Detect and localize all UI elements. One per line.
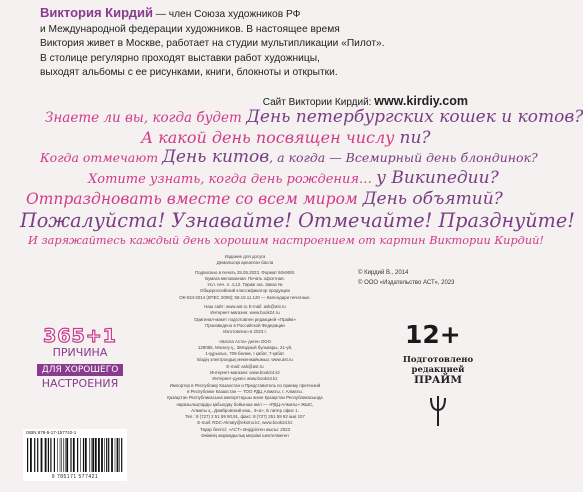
imprint-line: E-mail: RDC-Almaty@eksmo.kz, www.book24.kz (197, 420, 293, 426)
barcode-bar (91, 438, 92, 472)
question-4-highlight: у Википедии? (376, 168, 499, 188)
barcode-bar (85, 438, 87, 472)
imprint-line: Подписано в печать 25.05.2023. Формат 60x90/8. (194, 269, 296, 275)
imprint-line: Тауар белгісі: «АСТ» Өндірілген жылы: 2023 (199, 426, 291, 432)
imprint-line: Тел.: 8 (727) 2 51 59 90,91, факс: 8 (727) 251 59 92 ішкі 107 (185, 414, 305, 420)
barcode (23, 429, 127, 481)
barcode-bar (92, 438, 94, 472)
question-3 (40, 147, 538, 167)
artist-bio (40, 6, 480, 81)
barcode-bar (66, 438, 68, 472)
copyright-author: © Кирдий В., 2014 (358, 270, 409, 276)
question-3-c: , а когда — Всемирный день блондинок? (269, 150, 538, 165)
bio-line-3: Виктория живет в Москве, работает на студии мультипликации «Пилот». (40, 38, 385, 50)
barcode-bar (121, 438, 122, 472)
series-logo-number (30, 325, 130, 347)
barcode-bar (117, 438, 119, 472)
artist-website (263, 94, 468, 108)
series-logo-ribbon: ДЛЯ ХОРОШЕГО (37, 364, 124, 376)
imprint-line: 129085, Мәскеу қ., Звёздный бульвары, 21-үй, (197, 344, 293, 350)
imprint-line: Издание для досуга (224, 254, 266, 259)
barcode-bar (73, 438, 75, 472)
barcode-bar (61, 438, 62, 472)
barcode-bar (63, 438, 64, 472)
barcode-bar (34, 438, 35, 472)
barcode-bar (57, 438, 58, 472)
barcode-bar (70, 438, 71, 472)
barcode-bar (30, 438, 32, 472)
bio-line-1 (40, 6, 480, 23)
imprint-line: Алматы қ., Домбровский көш., 3«а», Б литер офис 1. (191, 407, 299, 413)
bio-line-2: и Международной федерации художников. В настоящее время (40, 23, 340, 35)
barcode-bar (101, 438, 103, 472)
question-2-b: какой день посвящен числу (158, 128, 400, 147)
barcode-bar (108, 438, 109, 472)
imprint-line: «Баспа Аста» деген ООО (218, 338, 272, 344)
barcode-bar (50, 438, 51, 472)
prime-psi-logo-icon (428, 394, 448, 428)
imprint-line: Общероссийский классификатор продукции (200, 288, 290, 294)
series-logo (30, 325, 130, 390)
imprint-line: E-mail: ask@ast.ru (226, 363, 264, 369)
bio-line-4: В столице регулярно проходят выставки работ художницы, (40, 52, 320, 64)
barcode-bar (80, 438, 81, 472)
barcode-bar (37, 438, 38, 472)
barcode-bar (106, 438, 107, 472)
question-2-a: А (141, 128, 159, 147)
imprint-line: Интернет-магазин: www.book24.kz (210, 370, 280, 376)
prepared-line-3: ПРАЙМ (414, 374, 462, 386)
website-label: Сайт Виктории Кирдий: (262, 97, 375, 108)
question-4-a: Хотите узнать, когда день рождения… (88, 172, 377, 187)
barcode-bar (98, 438, 100, 472)
copyright-block (358, 268, 454, 288)
question-2-highlight: пи? (399, 128, 431, 148)
question-4 (88, 168, 499, 188)
prepared-by (393, 355, 483, 385)
imprint-line: Бумага мелованная. Печать офсетная. (205, 275, 285, 281)
barcode-bar (54, 438, 55, 472)
imprint-line: Демалысқа арналған басла (216, 260, 274, 266)
barcode-bar (89, 438, 90, 472)
imprint-line: Изготовлено в 2023 г. (223, 329, 267, 335)
imprint-line: Қазақстан Республикасына импорттаушы және Қазақстан Республикасында (167, 395, 323, 401)
series-logo-word-1: ПРИЧИНА (52, 346, 108, 359)
imprint-block (135, 254, 355, 439)
question-5-highlight: День объятий? (362, 189, 503, 209)
closing-line: И заряжайтесь каждый день хорошим настроением от картин Виктории Кирдий! (28, 234, 544, 247)
question-2 (141, 128, 431, 148)
barcode-bar (65, 438, 66, 472)
barcode-bar (45, 438, 47, 472)
imprint-line: 1-құрылыс, 705-бөлме, I қабат, 7-қабат. (205, 351, 285, 357)
imprint-line: Импортер в Республику Казахстан и Представитель по приему претензий (169, 382, 321, 388)
prepared-line-1: Подготовлено (402, 355, 474, 365)
barcode-digits: 9 785171 577421 (51, 474, 99, 480)
question-3-highlight: День китов (162, 147, 270, 167)
series-logo-word-3: НАСТРОЕНИЯ (41, 377, 119, 390)
question-5 (26, 189, 503, 209)
barcode-bar (95, 438, 97, 472)
age-rating-badge: 12+ (405, 320, 461, 349)
imprint-line: ОК-034-2014 (КПЕС 2008); 58.19.11.120 — Календари печатные. (179, 294, 311, 300)
imprint-line: в Республике Казахстан — ТОО РДЦ Алматы, г. Алматы. (187, 388, 303, 394)
barcode-bar (27, 438, 28, 472)
imprint-line: Оригинал-макет подготовлен редакцией «Прайм» (194, 316, 296, 322)
imprint-line: Біздің электрондық мекенжайымыз: www.ast.ru (197, 357, 293, 363)
barcode-bar (83, 438, 84, 472)
question-3-a: Когда отмечают (40, 150, 163, 165)
bio-line-5: выходят альбомы с ее рисунками, книги, блокноты и открытки. (40, 67, 338, 79)
imprint-line: Өнімнің жарамдылық мерзімі шектелмеген (201, 433, 289, 439)
barcode-bar (60, 438, 61, 472)
imprint-line: Произведено в Российской Федерации (205, 322, 285, 328)
question-1-highlight: День петербургских кошек и котов? (246, 107, 583, 127)
barcode-bar (115, 438, 116, 472)
prepared-line-2: редакцией (411, 365, 465, 375)
barcode-bar (119, 438, 120, 472)
series-logo-plus-one: +1 (85, 325, 117, 347)
barcode-bar (104, 438, 105, 472)
barcode-bars (23, 436, 127, 474)
barcode-bar (111, 438, 113, 472)
website-url[interactable]: www.kirdiy.com (374, 94, 468, 108)
imprint-line: наразылықтарды қабылдау бойынша өкіл — «РДЦ-Алматы» ЖШС, (176, 401, 314, 407)
bio-line-1-text: — член Союза художников РФ (152, 9, 301, 20)
barcode-isbn: ISBN 978-5-17-157742-1 (26, 430, 77, 435)
barcode-bar (48, 438, 49, 472)
imprint-line: Интернет-дүкен: www.book24.kz (212, 376, 278, 382)
copyright-publisher: © ООО «Издательство АСТ», 2023 (358, 280, 455, 286)
question-5-a: Отпраздновать вместе со всем миром (26, 190, 363, 208)
call-to-action: Пожалуйста! Узнавайте! Отмечайте! Празднуйте! (20, 209, 575, 232)
imprint-line: Наш сайт: www.ast.ru E-mail: ask@ast.ru (204, 304, 286, 310)
question-1-lead: Знаете ли вы, когда будет (45, 110, 247, 126)
barcode-bar (77, 438, 78, 472)
series-logo-365: 365 (43, 325, 86, 347)
question-1 (45, 107, 583, 127)
artist-name: Виктория Кирдий (40, 5, 153, 20)
imprint-line: Интернет-магазин: www.book24.ru (210, 310, 280, 316)
barcode-bar (41, 438, 43, 472)
imprint-line: Усл. печ. л. 4,13. Тираж экз. Заказ № (207, 282, 283, 288)
